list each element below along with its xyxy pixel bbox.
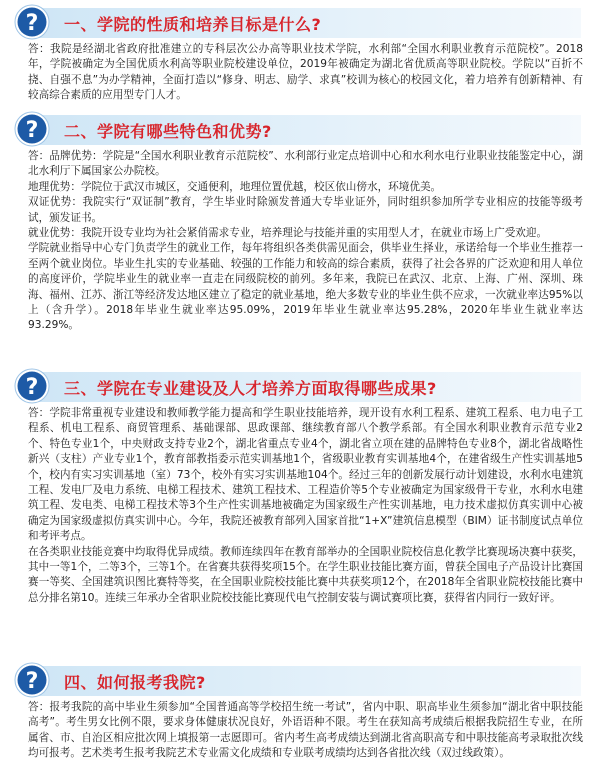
paragraph: 双证优势：我院实行“双证制”教育，学生毕业时除颁发普通大专毕业证外，同时组织参加所学专业相应的技能等级考试，颁发证书。 (28, 196, 583, 224)
section-title: 三、学院在专业建设及人才培养方面取得哪些成果? (64, 379, 437, 398)
paragraph: 答：我院是经湖北省政府批准建立的专科层次公办高等职业技术学院，水利部“全国水利职业教育示范院校”。2018年，学院被确定为全国优质水利高等职业院校建设单位，2019年被确定为湖北省优质高等职业院校。学院以“百折不挠、自强不息”为办学精神，全面打造以“修身、明志、励学、求真”校训为核心的校园文化，着力培养有创新精神、有较高综合素质的应用型专门人才。 (28, 43, 583, 102)
section-title: 一、学院的性质和培养目标是什么? (64, 15, 322, 34)
svg-text:?: ? (25, 118, 39, 143)
section-header (38, 372, 581, 402)
section-title: 二、学院有哪些特色和优势? (64, 122, 272, 141)
paragraph: 在各类职业技能竞赛中均取得优异成绩。教师连续四年在教育部举办的全国职业院校信息化教学比赛现场决赛中获奖，其中一等1个，二等3个，三等1个。在省赛共获得奖项15个。在学生职业技能比赛方面，曾获全国电子产品设计比赛国赛一等奖、全国建筑识图比赛特等奖，在全国职业院校技能比赛中共获奖项12个，在2018年全省职业院校技能比赛中总分排名第10。连续三年承办全省职业院校技能比赛现代电气控制安装与调试赛项比赛，获得省内同行一致好评。 (28, 545, 583, 604)
section-header (38, 666, 581, 696)
question-mark-icon (14, 4, 50, 40)
paragraph: 学院就业指导中心专门负责学生的就业工作，每年将组织各类供需见面会，供毕业生择业，承诺给每一个毕业生推荐一至两个就业岗位。毕业生扎实的专业基础、较强的工作能力和较高的综合素质，获得了社会各界的广泛欢迎和用人单位的高度评价，学院毕业生的就业率一直走在同级院校的前列。多年来，我院已在武汉、北京、上海、广州、深圳、珠海、福州、江苏、浙江等经济发达地区建立了稳定的就业基地，绝大多数专业的毕业生供不应求，一次就业率达95%以上（含升学）。2018年毕业生就业率达95.09%，2019年毕业生就业率达95.28%，2020年毕业生就业率达93.29%。 (28, 242, 583, 332)
paragraph: 答：报考我院的高中毕业生须参加“全国普通高等学校招生统一考试”，省内中职、职高毕业生须参加“湖北省中职技能高考”。考生男女比例不限，要求身体健康状况良好，外语语种不限。考生在获知高考成绩后根据我院招生专业，在所属省、市、自治区相应批次网上填报第一志愿即可。省内考生高考成绩达到湖北省高职高专和中职技能高考录取批次线均可报考。艺术类考生报考我院艺术专业需文化成绩和专业联考成绩均达到各省批次线（双过线政策）。 (28, 701, 583, 760)
question-mark-icon (14, 662, 50, 698)
question-mark-icon (14, 368, 50, 404)
section-body (28, 42, 583, 104)
question-mark-icon (14, 111, 50, 147)
section-body (28, 406, 583, 606)
section-header (38, 115, 581, 145)
svg-text:?: ? (25, 11, 39, 36)
section-body (28, 700, 583, 762)
faq-section-4 (0, 666, 601, 762)
section-title: 四、如何报考我院? (64, 673, 206, 692)
paragraph: 答：学院非常重视专业建设和教师教学能力提高和学生职业技能培养，现开设有水利工程系、建筑工程系、电力电子工程系、机电工程系、商贸管理系、基础课部、思政课部、继续教育部八个教学系部。有全国水利职业教育示范专业2个、特色专业1个，中央财政支持专业2个，湖北省重点专业4个，湖北省立项在建的品牌特色专业8个，湖北省战略性新兴（支柱）产业专业1个，教育部教指委示范实训基地1个，省级职业教育实训基地4个，在建省级生产性实训基地5个，校内有实习实训基地（室）73个，校外有实习实训基地104个。经过三年的创新发展行动计划建设，水利水电建筑工程、发电厂及电力系统、电梯工程技术、建筑工程技术、工程造价等5个专业被确定为国家级骨干专业，水利水电建筑工程、发电类、电梯工程技术等3个生产性实训基地被确定为国家级生产性实训基地，电力技术虚拟仿真实训中心被确定为国家级虚拟仿真实训中心。今年，我院还被教育部列入国家首批“1+X”建筑信息模型（BIM）证书制度试点单位和考评考点。 (28, 407, 583, 543)
svg-text:?: ? (25, 375, 39, 400)
faq-section-2 (0, 115, 601, 334)
paragraph: 地理优势：学院位于武汉市城区，交通便利，地理位置优越，校区依山傍水，环境优美。 (28, 180, 442, 193)
svg-text:?: ? (25, 669, 39, 694)
section-body (28, 149, 583, 334)
faq-section-3 (0, 372, 601, 606)
faq-section-1 (0, 8, 601, 104)
paragraph: 就业优势：我院开设专业均为社会紧俏需求专业，培养理论与技能并重的实用型人才，在就业市场上广受欢迎。 (28, 227, 548, 240)
section-header (38, 8, 581, 38)
paragraph: 答：品牌优势：学院是“全国水利职业教育示范院校”、水利部行业定点培训中心和水利水电行业职业技能鉴定中心，湖北水利厅下属国家公办院校。 (28, 150, 583, 178)
